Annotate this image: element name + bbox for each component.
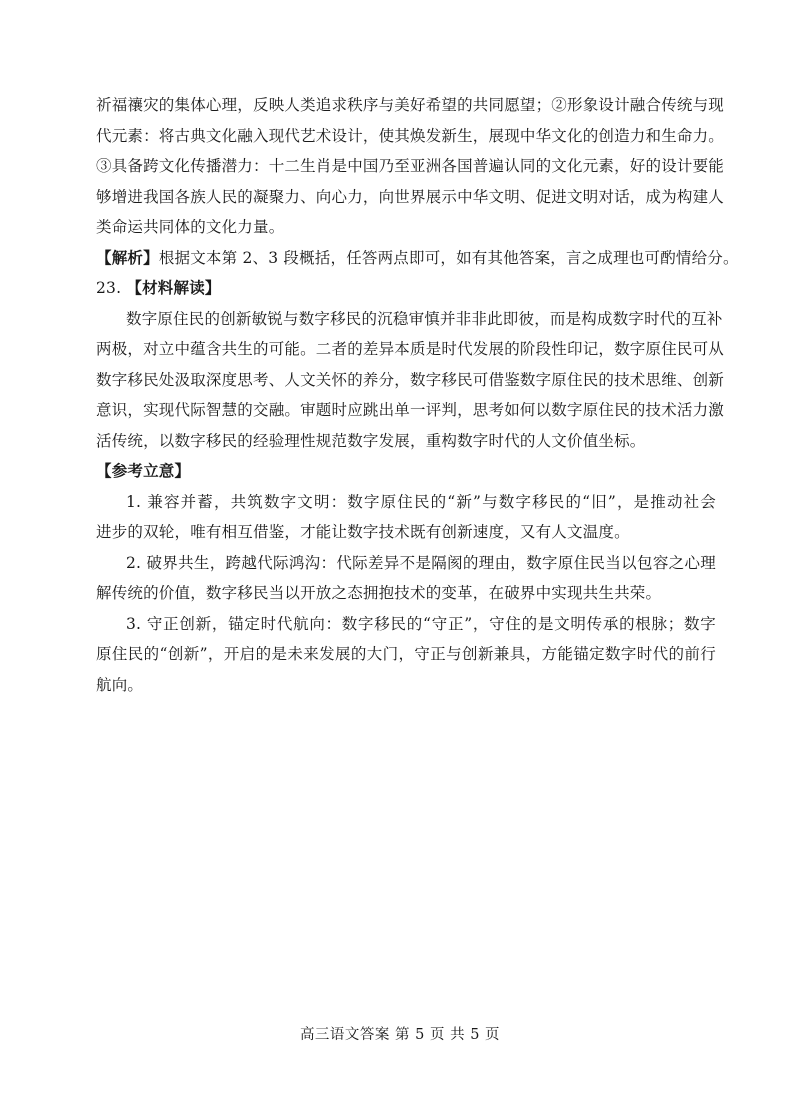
analysis-text: 根据文本第 2、3 段概括，任答两点即可，如有其他答案，言之成理也可酌情给分。: [158, 248, 739, 267]
text-line: 够增进我国各族人民的凝聚力、向心力，向世界展示中华文明、促进文明对话，成为构建人: [96, 187, 725, 206]
point-line: 3. 守正创新，锚定时代航向：数字移民的“守正”，守住的是文明传承的根脉；数字: [126, 614, 716, 633]
text-line: 两极，对立中蕴含共生的可能。二者的差异本质是时代发展的阶段性印记，数字原住民可从: [96, 340, 725, 358]
text-line: 活传统，以数字移民的经验理性规范数字发展，重构数字时代的人文价值坐标。: [96, 431, 646, 450]
question-number: 23.: [96, 279, 122, 297]
text-line: ③具备跨文化传播潜力：十二生肖是中国乃至亚洲各国普遍认同的文化元素，好的设计要能: [96, 157, 725, 175]
text-line: 数字原住民的创新敏锐与数字移民的沉稳审慎并非非此即彼，而是构成数字时代的互补: [126, 309, 723, 328]
point-line: 2. 破界共生，跨越代际鸿沟：代际差异不是隔阂的理由，数字原住民当以包容之心理: [126, 553, 716, 572]
reference-heading: 【参考立意】: [96, 461, 191, 480]
page-footer: 高三语文答案 第 5 页 共 5 页: [299, 1027, 501, 1043]
text-line: 意识，实现代际智慧的交融。审题时应跳出单一评判，思考如何以数字原住民的技术活力激: [96, 401, 725, 419]
answer-page-body: [96, 90, 739, 700]
point-line: 原住民的“创新”，开启的是未来发展的大门，守正与创新兼具，方能锚定数字时代的前行: [96, 645, 716, 663]
text-line: 祈福禳灾的集体心理，反映人类追求秩序与美好希望的共同愿望；②形象设计融合传统与现: [96, 96, 725, 114]
point-line: 进步的双轮，唯有相互借鉴，才能让数字技术既有创新速度，又有人文温度。: [96, 523, 630, 541]
text-line: 代元素：将古典文化融入现代艺术设计，使其焕发新生，展现中华文化的创造力和生命力。: [96, 126, 725, 145]
point-line: 航向。: [96, 675, 144, 694]
question-23-heading: [96, 273, 716, 304]
material-interpretation-heading: 【材料解读】: [126, 278, 221, 297]
point-line: 解传统的价值，数字移民当以开放之态拥抱技术的变革，在破界中实现共生共荣。: [96, 584, 662, 602]
text-line: 类命运共同体的文化力量。: [96, 218, 285, 236]
analysis-label: 【解析】: [96, 247, 159, 267]
text-line: 数字移民处汲取深度思考、人文关怀的养分，数字移民可借鉴数字原住民的技术思维、创新: [96, 370, 725, 389]
analysis-line: [96, 243, 739, 274]
point-line: 1. 兼容并蓄，共筑数字文明：数字原住民的“新”与数字移民的“旧”，是推动社会: [126, 492, 716, 511]
